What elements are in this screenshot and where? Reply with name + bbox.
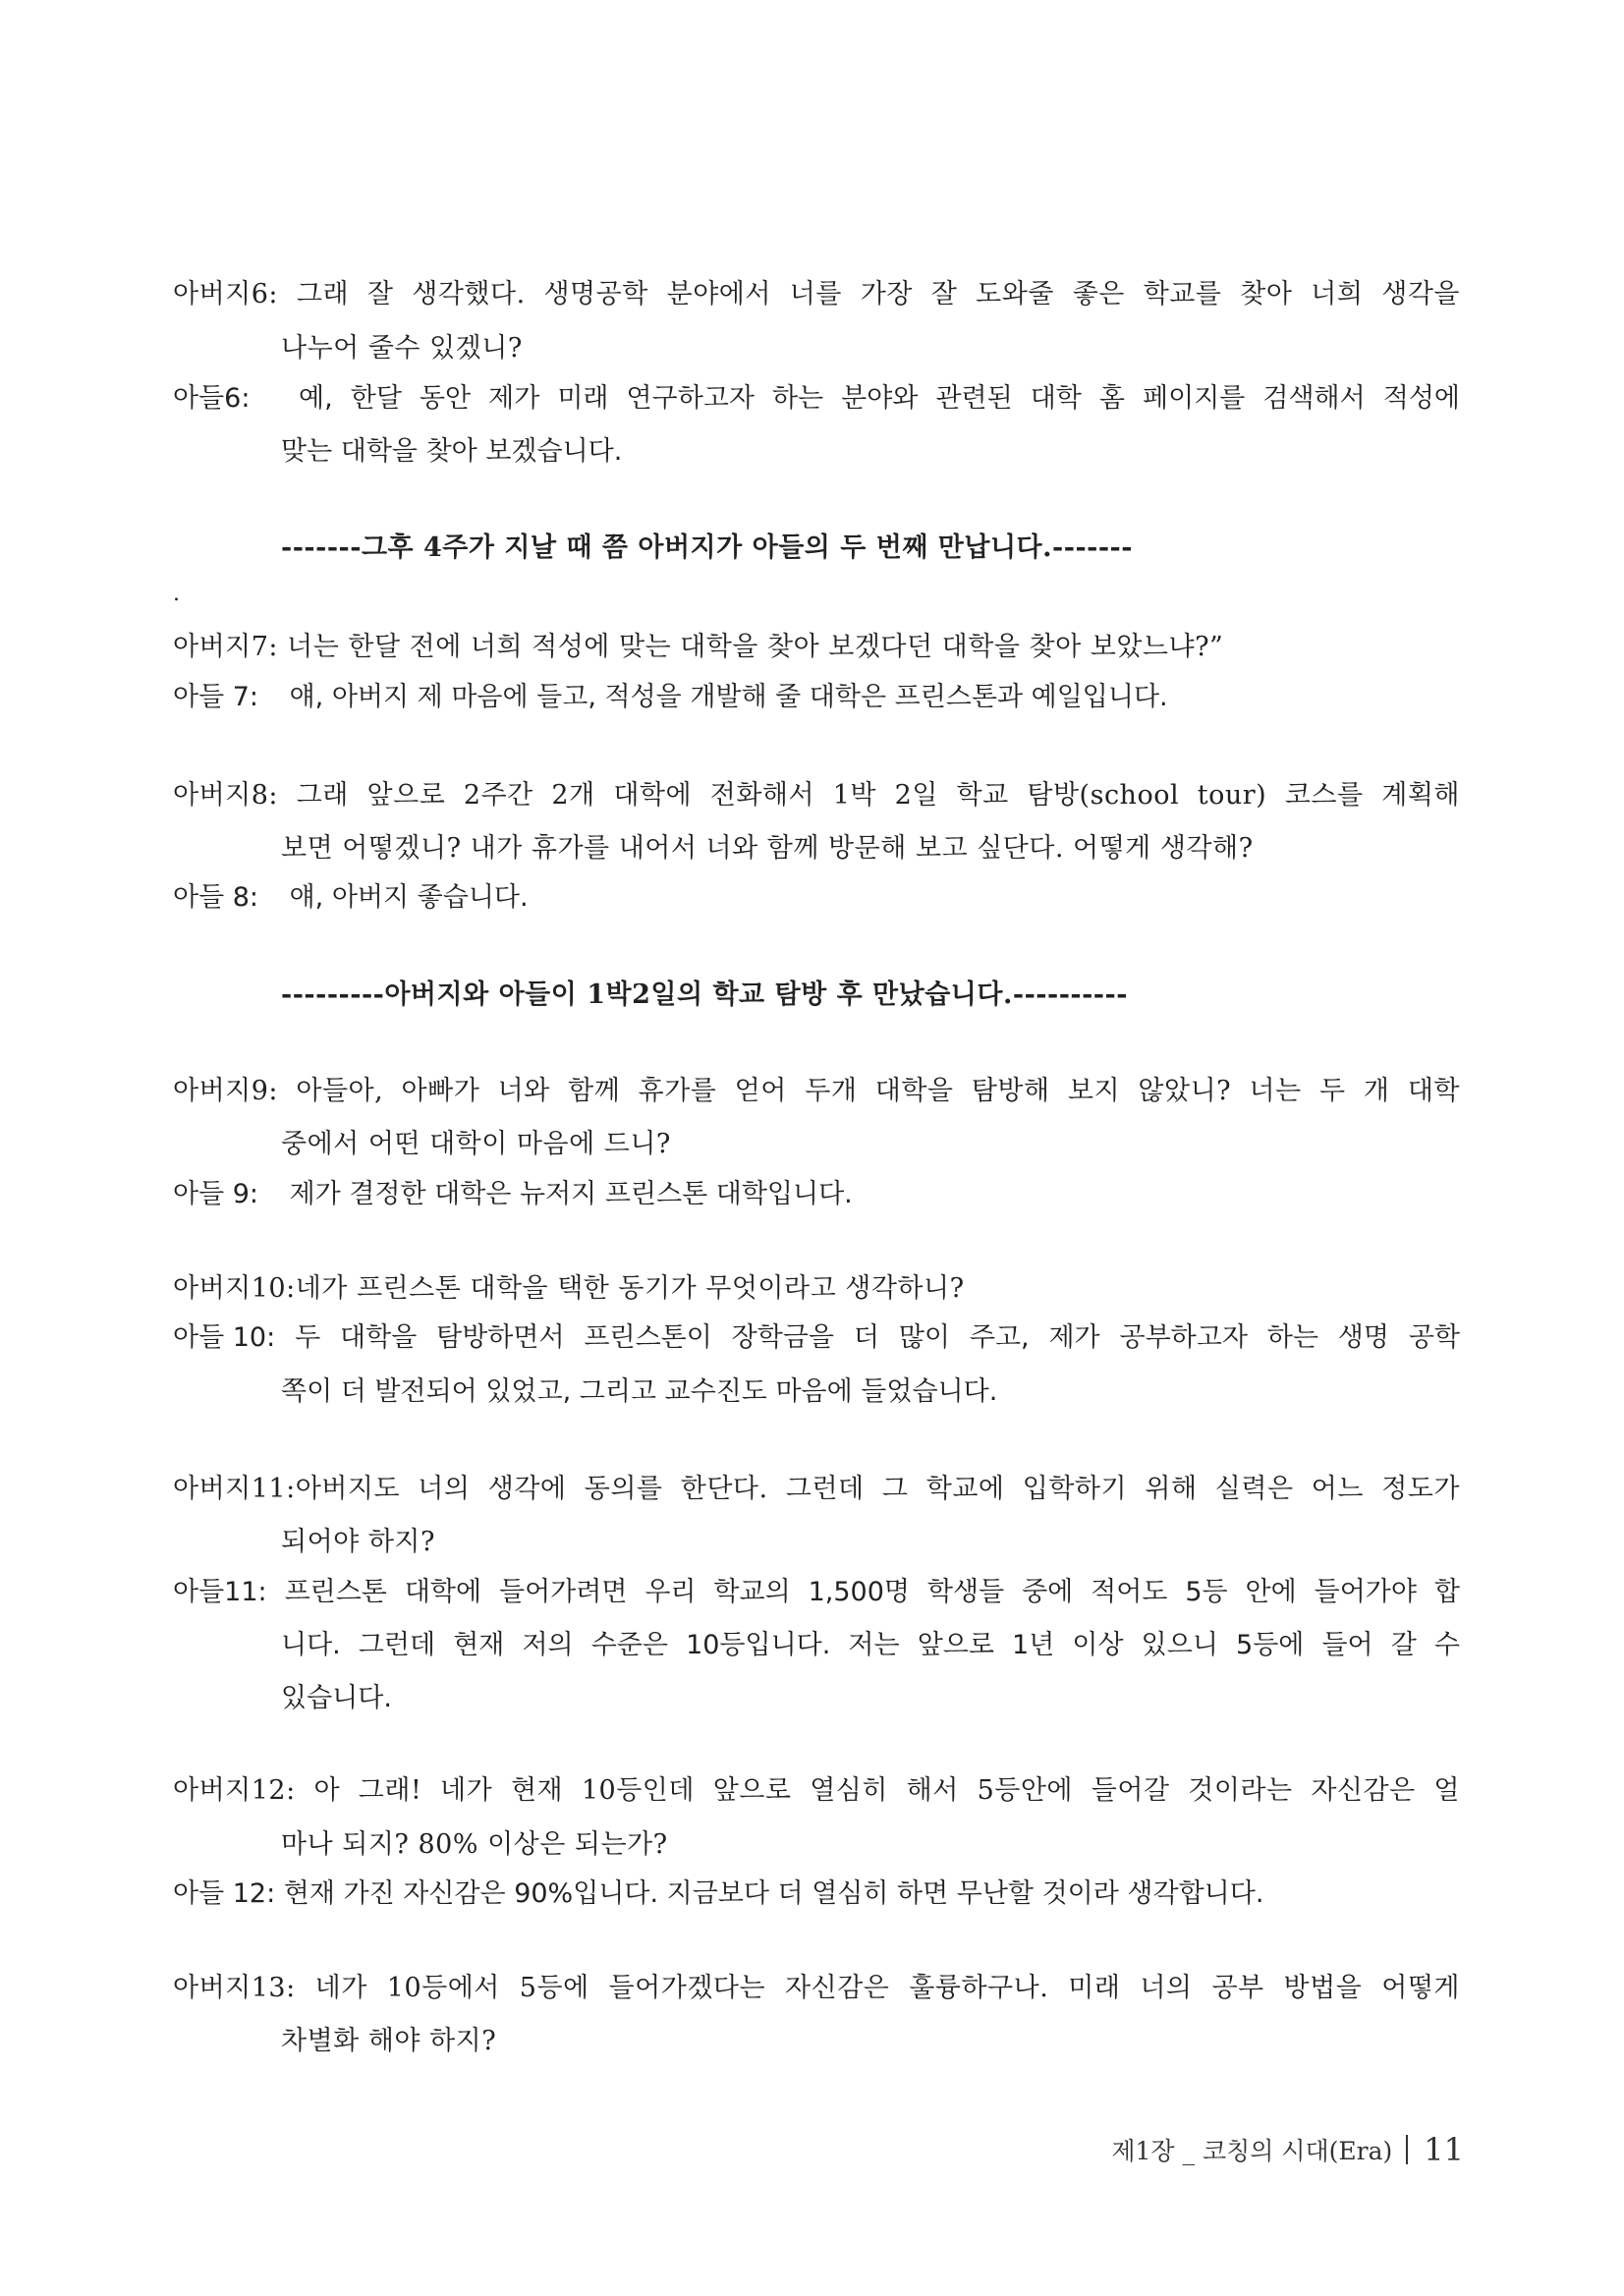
son11-line1: [173, 1570, 1460, 1615]
son6-line2: 맞는 대학을 찾아 보겠습니다.: [281, 436, 623, 467]
father12-line1: [173, 1768, 1460, 1814]
scene-separator: -------그후 4주가 지날 때 쯤 아버지가 아들의 두 번째 만납니다.-------: [281, 532, 1133, 563]
dialogue-text: 네가 10등에서 5등에 들어가겠다는 자신감은 훌륭하구나. 미래 너의 공부 방법을 어떻게: [314, 1973, 1460, 2003]
speaker-label: 아버지10:: [173, 1273, 296, 1304]
son12-line1: [173, 1872, 1460, 1917]
page-footer: [1061, 2130, 1464, 2169]
father11-line2: 되어야 하지?: [281, 1527, 435, 1557]
speaker-label: 아버지9:: [173, 1076, 279, 1106]
page-number: 11: [1424, 2131, 1464, 2168]
son11-line3: 있습니다.: [281, 1683, 392, 1713]
father9-line1: [173, 1069, 1460, 1114]
dialogue-text: 아 그래! 네가 현재 10등인데 앞으로 열심히 해서 5등안에 들어갈 것이라는 자신감은 얼: [313, 1775, 1460, 1806]
son8-line1: [173, 875, 1460, 921]
dialogue-text: 아들아, 아빠가 너와 함께 휴가를 얻어 두개 대학을 탐방해 보지 않았니? 너는 두 개 대학: [296, 1076, 1460, 1106]
son11-line2: 니다. 그런데 현재 저의 수준은 10등입니다. 저는 앞으로 1년 이상 있으니 5등에 들어 갈 수: [281, 1630, 1460, 1660]
speaker-label: 아들6:: [173, 383, 251, 414]
dialogue-text: 얘, 아버지 제 마음에 들고, 적성을 개발해 줄 대학은 프린스톤과 예일입니다.: [289, 682, 1168, 712]
father7-line1: [173, 625, 1460, 670]
father6-line1: [173, 272, 1460, 317]
dialogue-text: 현재 가진 자신감은 90%입니다. 지금보다 더 열심히 하면 무난할 것이라 생각합니다.: [283, 1878, 1264, 1909]
dialogue-text: 예, 한달 동안 제가 미래 연구하고자 하는 분야와 관련된 대학 홈 페이지를 검색해서 적성에: [299, 383, 1460, 414]
speaker-label: 아들 7:: [173, 682, 259, 712]
son10-line1: [173, 1316, 1460, 1361]
dialogue-text: 네가 프린스톤 대학을 택한 동기가 무엇이라고 생각하니?: [295, 1273, 965, 1304]
dialogue-text: 프린스톤 대학에 들어가려면 우리 학교의 1,500명 학생들 중에 적어도 5등 안에 들어가야 합: [284, 1577, 1460, 1607]
speaker-label: 아버지6:: [173, 279, 279, 309]
dialogue-text: 얘, 아버지 좋습니다.: [289, 882, 529, 913]
father8-line1: [173, 773, 1460, 818]
father9-line2: 중에서 어떤 대학이 마음에 드니?: [281, 1129, 671, 1159]
footer-divider: [1406, 2135, 1408, 2164]
speaker-label: 아들 10:: [173, 1322, 276, 1353]
speaker-label: 아들 12:: [173, 1878, 276, 1909]
speaker-label: 아버지8:: [173, 780, 279, 811]
father13-line2: 차별화 해야 하지?: [281, 2026, 497, 2056]
father11-line1: [173, 1467, 1460, 1512]
speaker-label: 아버지13:: [173, 1973, 296, 2003]
father6-line2: 나누어 줄수 있겠니?: [281, 333, 523, 364]
father13-line1: [173, 1966, 1460, 2011]
speaker-label: 아들11:: [173, 1577, 267, 1607]
father12-line2: 마나 되지? 80% 이상은 되는가?: [281, 1829, 668, 1860]
dialogue-text: 그래 잘 생각했다. 생명공학 분야에서 너를 가장 잘 도와줄 좋은 학교를 찾아 너희 생각을: [296, 279, 1460, 309]
dialogue-text: 제가 결정한 대학은 뉴저지 프린스톤 대학입니다.: [289, 1179, 853, 1209]
speaker-label: 아버지7:: [173, 632, 279, 662]
son7-line1: [173, 675, 1460, 720]
son10-line2: 쪽이 더 발전되어 있었고, 그리고 교수진도 마음에 들었습니다.: [281, 1376, 998, 1407]
scene-separator: ---------아버지와 아들이 1박2일의 학교 탐방 후 만났습니다.----------: [281, 980, 1128, 1010]
dialogue-text: 두 대학을 탐방하면서 프린스톤이 장학금을 더 많이 주고, 제가 공부하고자 하는 생명 공학: [295, 1322, 1460, 1353]
father8-line2: 보면 어떻겠니? 내가 휴가를 내어서 너와 함께 방문해 보고 싶단다. 어떻게 생각해?: [281, 833, 1254, 864]
speaker-label: 아들 9:: [173, 1179, 259, 1209]
dialogue-text: 그래 앞으로 2주간 2개 대학에 전화해서 1박 2일 학교 탐방(school tour) 코스를 계획해: [296, 780, 1460, 811]
son6-line1: [173, 376, 1460, 421]
dialogue-text: 아버지도 너의 생각에 동의를 한단다. 그런데 그 학교에 입학하기 위해 실력은 어느 정도가: [295, 1474, 1460, 1504]
speaker-label: 아버지12:: [173, 1775, 296, 1806]
father10-line1: [173, 1266, 1460, 1312]
speaker-label: 아버지11:: [173, 1474, 296, 1504]
son9-line1: [173, 1172, 1460, 1217]
chapter-title: 제1장 _ 코칭의 시대(Era): [1111, 2137, 1393, 2165]
stray-dot: .: [173, 582, 180, 606]
dialogue-text: 너는 한달 전에 너희 적성에 맞는 대학을 찾아 보겠다던 대학을 찾아 보았느냐?”: [287, 632, 1224, 662]
speaker-label: 아들 8:: [173, 882, 259, 913]
